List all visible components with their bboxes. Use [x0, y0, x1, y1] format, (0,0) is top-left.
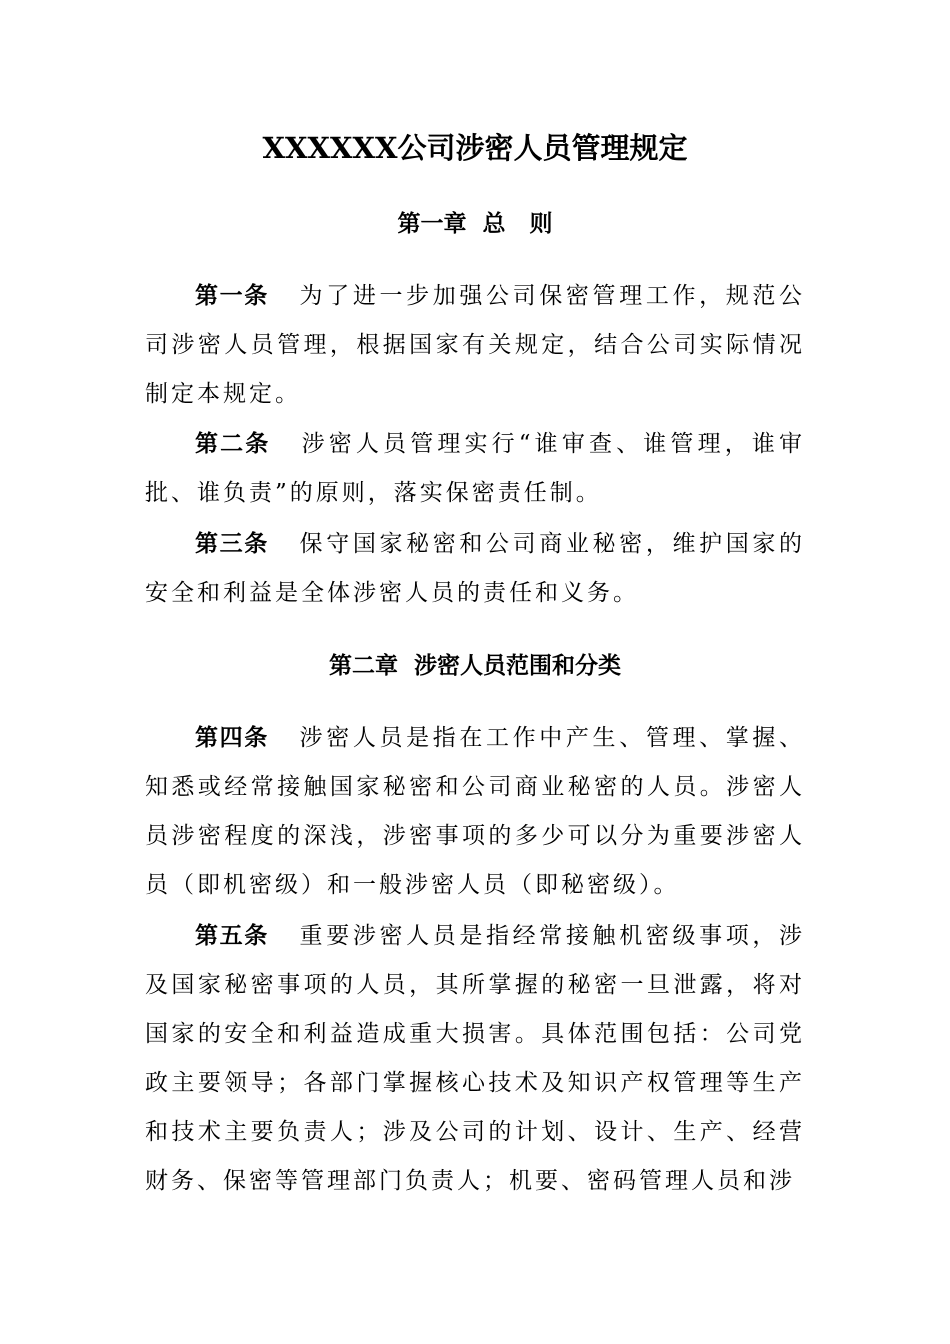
article-4-text: 涉密人员是指在工作中产生、管理、掌握、知悉或经常接触国家秘密和公司商业秘密的人员。涉密人员涉密程度的深浅，涉密事项的多少可以分为重要涉密人员（即机密级）和一般涉密人员（即秘密级）。 — [145, 725, 806, 898]
article-4-number: 第四条 — [195, 725, 269, 751]
article-5-text: 重要涉密人员是指经常接触机密级事项，涉及国家秘密事项的人员，其所掌握的秘密一旦泄露，将对国家的安全和利益造成重大损害。具体范围包括：公司党政主要领导；各部门掌握核心技术及知识产权管理等生产和技术主要负责人；涉及公司的计划、设计、生产、经营财务、保密等管理部门负责人；机要、密码管理人员和涉 — [145, 923, 806, 1194]
article-2-number: 第二条 — [195, 431, 271, 457]
article-5-number: 第五条 — [195, 923, 269, 949]
chapter-1-heading: 第一章 总 则 — [397, 211, 553, 237]
article-3 — [145, 520, 805, 618]
document-title: XXXXXX公司涉密人员管理规定 — [262, 131, 688, 165]
article-1-number: 第一条 — [195, 283, 269, 309]
article-3-text: 保守国家秘密和公司商业秘密，维护国家的安全和利益是全体涉密人员的责任和义务。 — [145, 531, 806, 606]
article-3-number: 第三条 — [195, 531, 269, 557]
article-5 — [145, 912, 805, 1206]
chapter-2-heading: 第二章 涉密人员范围和分类 — [328, 653, 621, 679]
article-4 — [145, 714, 805, 910]
article-1 — [145, 272, 805, 419]
article-1-text: 为了进一步加强公司保密管理工作，规范公司涉密人员管理，根据国家有关规定，结合公司实际情况制定本规定。 — [145, 283, 806, 407]
article-2-text: 涉密人员管理实行“谁审查、谁管理，谁审批、谁负责”的原则，落实保密责任制。 — [145, 431, 806, 506]
article-2 — [145, 420, 805, 518]
